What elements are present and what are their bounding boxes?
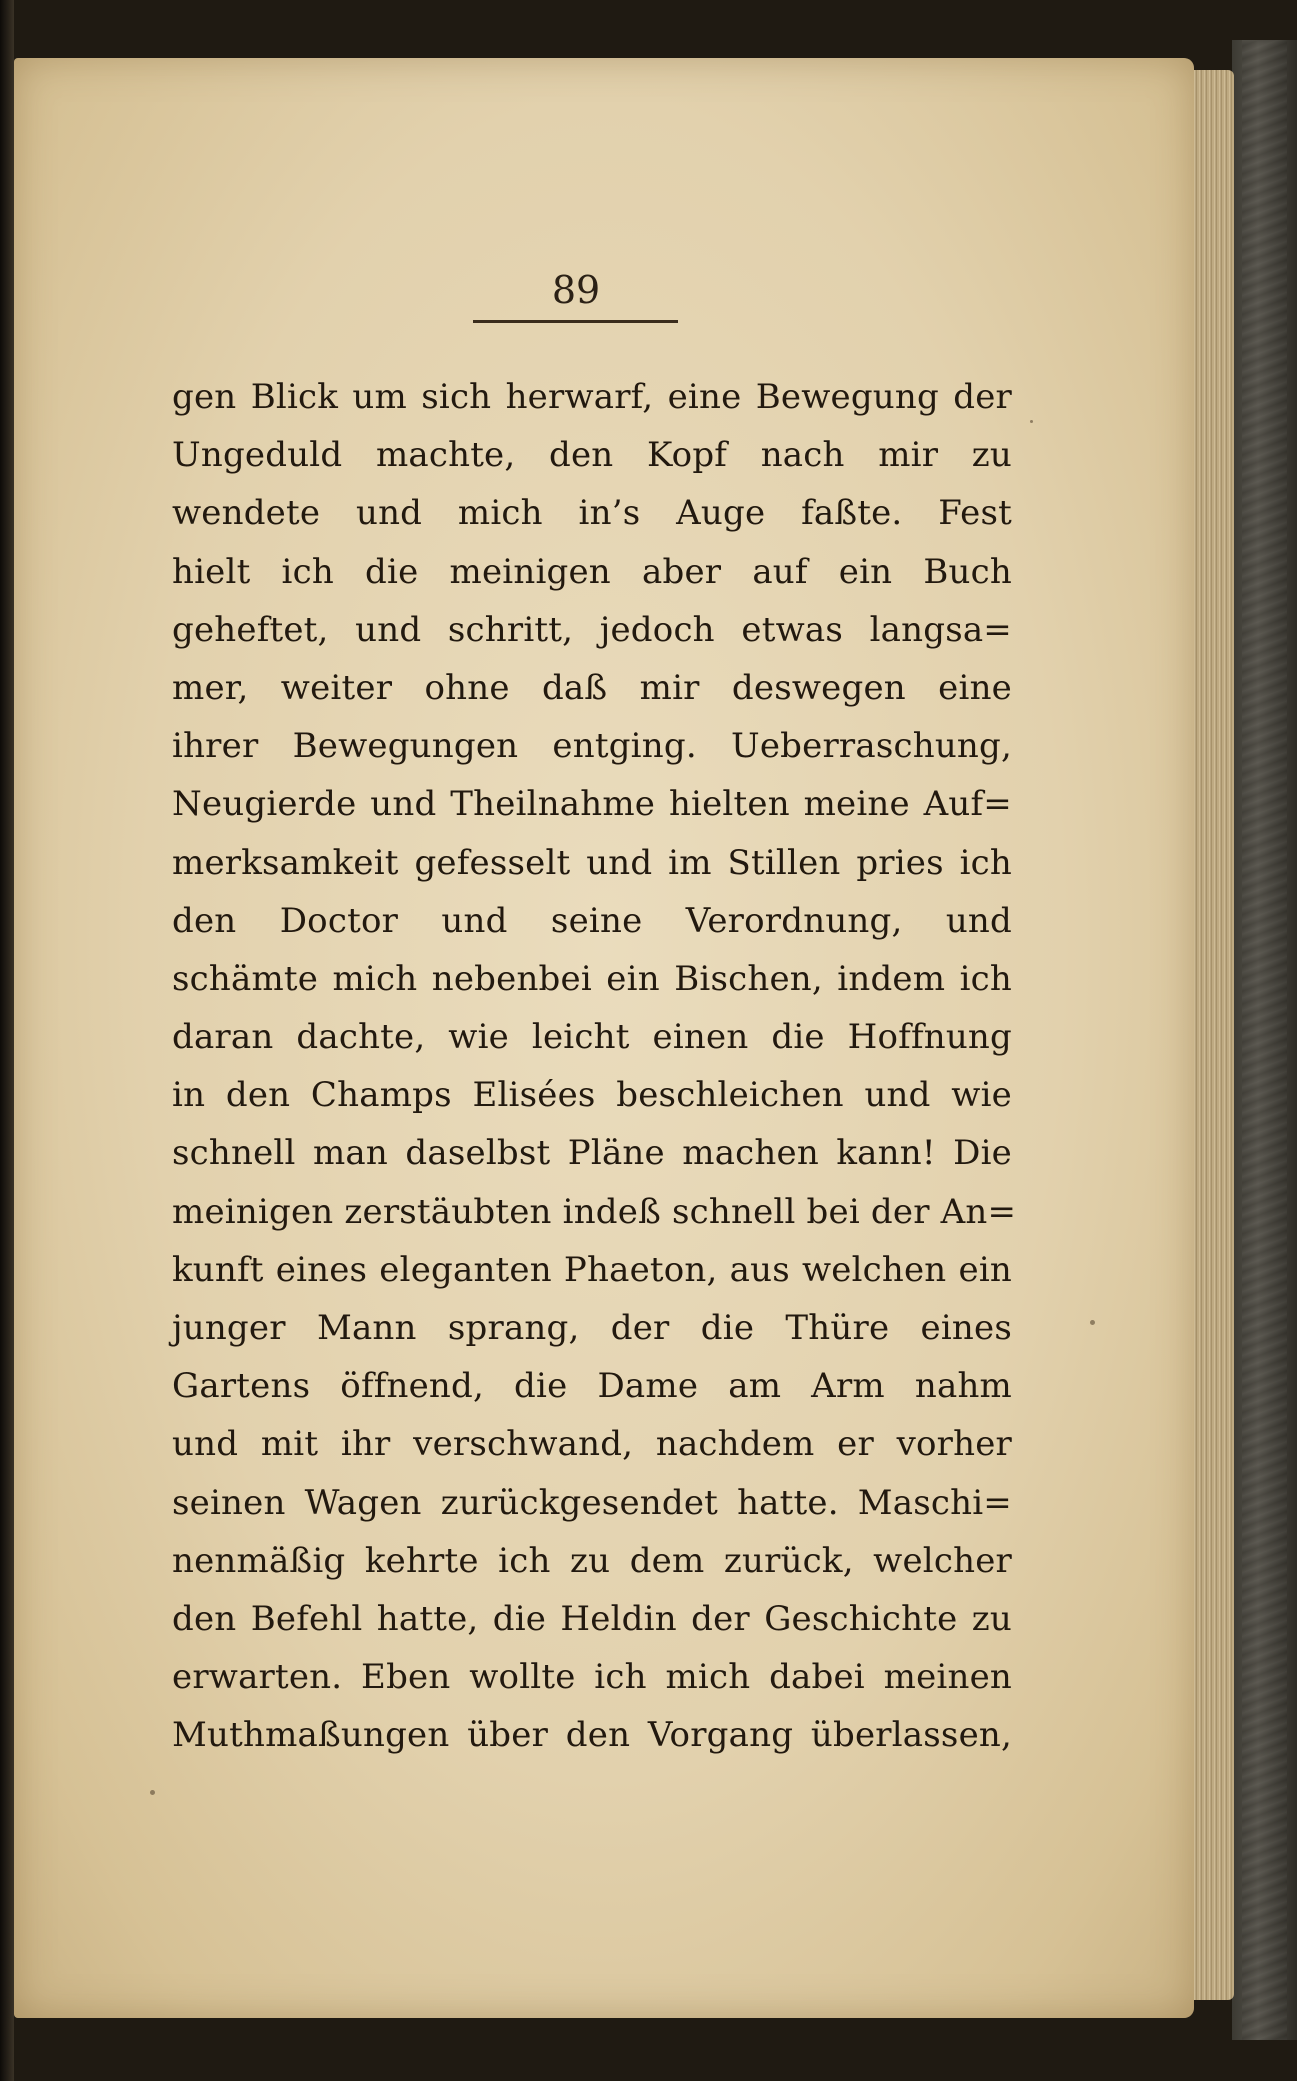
page-number: 89 <box>551 268 601 312</box>
text-line: gen Blick um sich herwarf, eine Bewegung der <box>172 377 1012 417</box>
text-line: Neugierde und Theilnahme hielten meine Auf= <box>172 784 1012 825</box>
text-line: mer, weiter ohne daß mir deswegen eine <box>172 667 1012 708</box>
text-line: wendete und mich in’s Auge faßte. Fest <box>172 493 1012 534</box>
left-binding-edge <box>0 0 14 2081</box>
text-line: schnell man daselbst Pläne machen kann! Die <box>172 1133 1012 1174</box>
text-line: in den Champs Elisées beschleichen und wie <box>172 1075 1012 1116</box>
page-edges-stack <box>1188 70 1234 2000</box>
text-line: erwarten. Eben wollte ich mich dabei meinen <box>172 1657 1012 1698</box>
text-line: Ungeduld machte, den Kopf nach mir zu <box>172 435 1012 476</box>
text-line: den Doctor und seine Verordnung, und <box>172 900 1012 941</box>
page-text <box>172 368 1017 1765</box>
text-line: Gartens öffnend, die Dame am Arm nahm <box>172 1366 1012 1407</box>
text-line: und mit ihr verschwand, nachdem er vorher <box>172 1424 1012 1465</box>
paper-speck <box>150 1790 155 1795</box>
text-line: junger Mann sprang, der die Thüre eines <box>172 1308 1012 1348</box>
text-line: hielt ich die meinigen aber auf ein Buch <box>172 551 1012 592</box>
text-line: merksamkeit gefesselt und im Stillen pries ich <box>172 842 1012 883</box>
text-line: den Befehl hatte, die Heldin der Geschichte zu <box>172 1598 1012 1639</box>
header-rule <box>473 320 678 323</box>
text-line: meinigen zerstäubten indeß schnell bei der An= <box>172 1191 1017 1232</box>
text-line: daran dachte, wie leicht einen die Hoffnung <box>172 1017 1012 1058</box>
text-line: Muthmaßungen über den Vorgang überlassen, <box>172 1715 1012 1756</box>
text-line: seinen Wagen zurückgesendet hatte. Maschi= <box>172 1482 1012 1523</box>
paper-speck <box>1030 420 1033 423</box>
text-line: ihrer Bewegungen entging. Ueberraschung, <box>172 726 1012 767</box>
text-line: nenmäßig kehrte ich zu dem zurück, welcher <box>172 1540 1012 1581</box>
text-line: kunft eines eleganten Phaeton, aus welchen ein <box>172 1249 1012 1290</box>
paper-speck <box>1090 1320 1095 1325</box>
book-cover-edge <box>1232 40 1297 2040</box>
text-line: geheftet, und schritt, jedoch etwas langsa= <box>172 609 1012 650</box>
text-line: schämte mich nebenbei ein Bischen, indem ich <box>172 958 1012 999</box>
